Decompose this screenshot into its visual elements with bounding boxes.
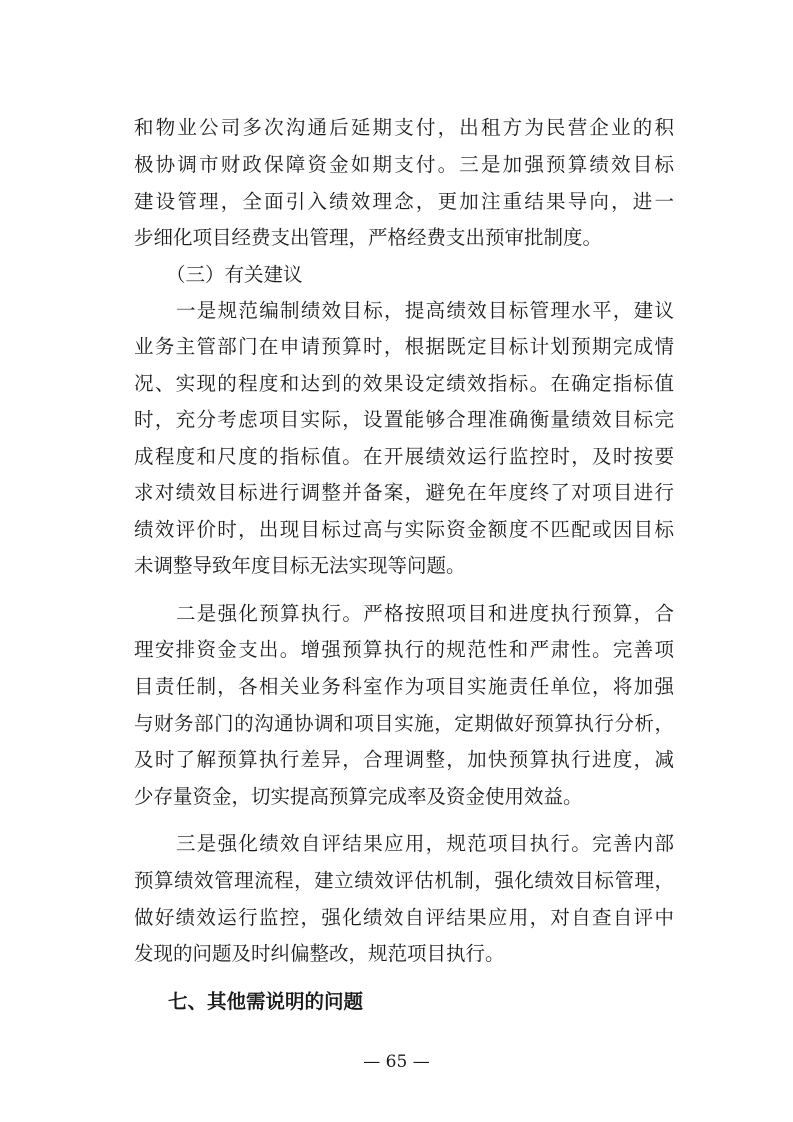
paragraph-line: 求对绩效目标进行调整并备案，避免在年度终了对项目进行 bbox=[134, 481, 674, 504]
paragraph-line: 少存量资金，切实提高预算完成率及资金使用效益。 bbox=[134, 785, 583, 808]
paragraph-line: 与财务部门的沟通协调和项目实施，定期做好预算执行分析， bbox=[134, 712, 674, 735]
paragraph-line: 做好绩效运行监控，强化绩效自评结果应用，对自查自评中 bbox=[134, 906, 674, 929]
paragraph-line: 一是规范编制绩效目标，提高绩效目标管理水平，建议 bbox=[176, 299, 674, 322]
paragraph-line: 预算绩效管理流程，建立绩效评估机制，强化绩效目标管理， bbox=[134, 869, 674, 892]
paragraph-line: 成程度和尺度的指标值。在开展绩效运行监控时，及时按要 bbox=[134, 445, 674, 468]
paragraph-line: 二是强化预算执行。严格按照项目和进度执行预算，合 bbox=[176, 602, 674, 625]
section-heading: （三）有关建议 bbox=[166, 263, 303, 286]
section-heading: 七、其他需说明的问题 bbox=[168, 990, 364, 1013]
paragraph-line: 理安排资金支出。增强预算执行的规范性和严肃性。完善项 bbox=[134, 638, 674, 661]
paragraph-line: 业务主管部门在申请预算时，根据既定目标计划预期完成情 bbox=[134, 335, 674, 358]
paragraph-line: 极协调市财政保障资金如期支付。三是加强预算绩效目标 bbox=[134, 153, 674, 176]
page-number: — 65 — bbox=[363, 1052, 430, 1072]
paragraph-line: 及时了解预算执行差异，合理调整，加快预算执行进度，减 bbox=[134, 748, 674, 771]
paragraph-line: 况、实现的程度和达到的效果设定绩效指标。在确定指标值 bbox=[134, 372, 674, 395]
paragraph-line: 和物业公司多次沟通后延期支付，出租方为民营企业的积 bbox=[134, 116, 674, 139]
paragraph-line: 未调整导致年度目标无法实现等问题。 bbox=[134, 554, 466, 577]
paragraph-line: 时，充分考虑项目实际，设置能够合理准确衡量绩效目标完 bbox=[134, 408, 674, 431]
paragraph-line: 目责任制，各相关业务科室作为项目实施责任单位，将加强 bbox=[134, 675, 674, 698]
paragraph-line: 三是强化绩效自评结果应用，规范项目执行。完善内部 bbox=[176, 832, 674, 855]
paragraph-line: 发现的问题及时纠偏整改，规范项目执行。 bbox=[134, 942, 505, 965]
paragraph-line: 绩效评价时，出现目标过高与实际资金额度不匹配或因目标 bbox=[134, 518, 674, 541]
paragraph-line: 步细化项目经费支出管理，严格经费支出预审批制度。 bbox=[134, 226, 603, 249]
paragraph-line: 建设管理，全面引入绩效理念，更加注重结果导向，进一 bbox=[134, 190, 674, 213]
